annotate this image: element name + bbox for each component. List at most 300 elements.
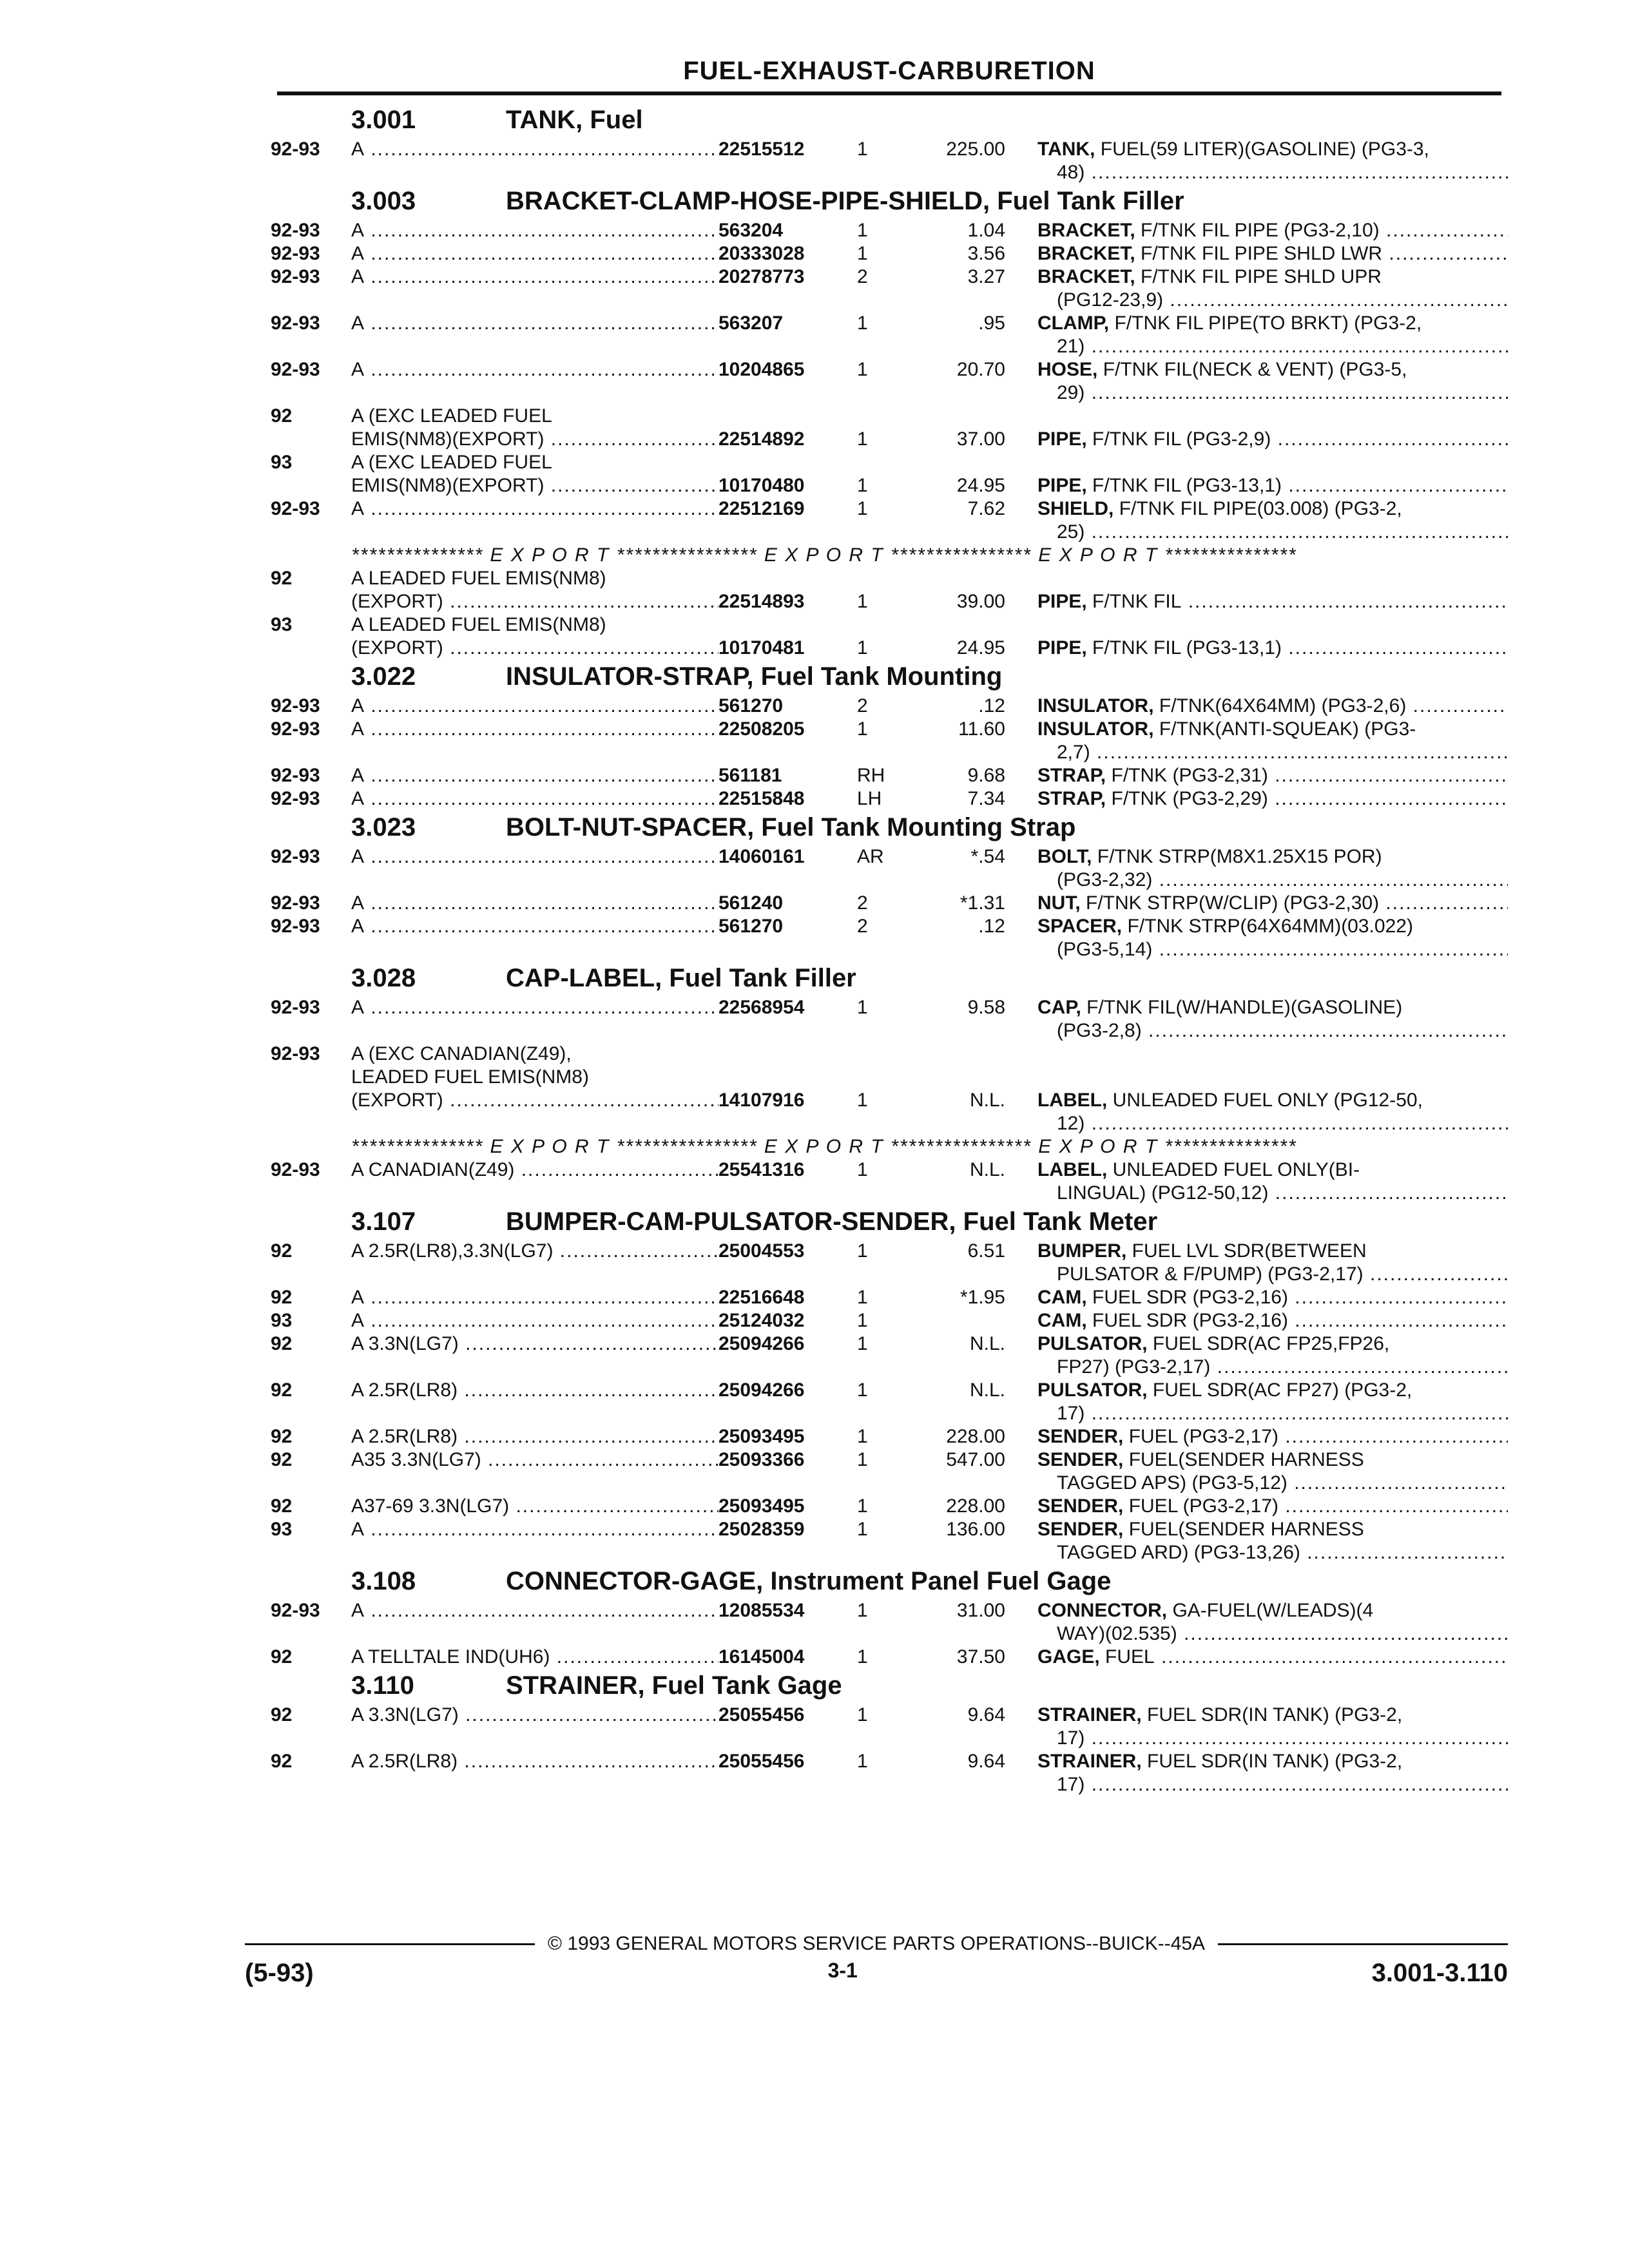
- part-number: 22514893: [718, 591, 805, 612]
- price: *1.95: [959, 1287, 1005, 1308]
- description-line: 25) .....: [1037, 521, 1508, 544]
- description: [1037, 1309, 1508, 1332]
- model-years: 92-93: [271, 718, 320, 740]
- application-line: A .....: [351, 1309, 718, 1332]
- part-name: SENDER,: [1037, 1495, 1124, 1517]
- description: [1037, 845, 1508, 892]
- description-line: SHIELD, F/TNK FIL PIPE(03.008) (PG3-2,: [1037, 498, 1402, 519]
- application-line: A37-69 3.3N(LG7) .....: [351, 1495, 718, 1518]
- header-rule: [277, 91, 1501, 95]
- quantity: 1: [857, 359, 868, 380]
- application-line: LEADED FUEL EMIS(NM8): [351, 1066, 589, 1088]
- description: [1037, 613, 1508, 660]
- description: [1037, 1240, 1508, 1286]
- part-row: [271, 695, 1508, 718]
- section-number: 3.001: [351, 106, 416, 134]
- application-line: A .....: [351, 358, 718, 381]
- description-line: 12) .....: [1037, 1112, 1508, 1135]
- application: [351, 1448, 718, 1495]
- model-years: 92: [271, 1495, 293, 1517]
- application: [351, 358, 718, 405]
- description-line: GAGE, FUEL .....: [1037, 1646, 1508, 1669]
- application: [351, 695, 718, 718]
- price: 7.62: [967, 498, 1005, 519]
- price: 1.04: [967, 220, 1005, 241]
- quantity: 1: [857, 220, 868, 241]
- model-years: 92: [271, 1449, 293, 1470]
- section-heading: [271, 964, 1508, 996]
- part-number: 22515848: [718, 788, 805, 809]
- quantity: 1: [857, 718, 868, 740]
- model-years: 92: [271, 1333, 293, 1354]
- description-line: 48) .....: [1037, 161, 1508, 184]
- part-row: [271, 1646, 1508, 1669]
- description: [1037, 1750, 1508, 1796]
- application: [351, 567, 718, 613]
- price: N.L.: [969, 1379, 1005, 1401]
- part-row: [271, 787, 1508, 811]
- description-line: NUT, F/TNK STRP(W/CLIP) (PG3-2,30) .....: [1037, 892, 1508, 915]
- description-line: 21) .....: [1037, 335, 1508, 358]
- application: [351, 1332, 718, 1379]
- description: [1037, 1704, 1508, 1750]
- part-name: CAP,: [1037, 997, 1081, 1018]
- description-line: INSULATOR, F/TNK(ANTI-SQUEAK) (PG3-: [1037, 718, 1416, 740]
- price: N.L.: [969, 1090, 1005, 1111]
- part-row: [271, 567, 1508, 613]
- part-number: 16145004: [718, 1646, 805, 1667]
- price: 6.51: [967, 1240, 1005, 1262]
- page-title: FUEL-EXHAUST-CARBURETION: [683, 57, 1095, 85]
- price: 24.95: [956, 475, 1005, 496]
- part-row: [271, 242, 1508, 265]
- price: 11.60: [958, 718, 1005, 740]
- part-number: 25055456: [718, 1751, 805, 1772]
- description: [1037, 718, 1508, 764]
- part-name: BOLT,: [1037, 846, 1092, 867]
- part-row: [271, 1379, 1508, 1425]
- description-line: TAGGED APS) (PG3-5,12) .....: [1037, 1472, 1508, 1495]
- part-number: 25094266: [718, 1333, 805, 1354]
- description: [1037, 451, 1508, 497]
- part-row: [271, 312, 1508, 358]
- model-years: 92-93: [271, 765, 320, 786]
- part-name: PIPE,: [1037, 475, 1087, 496]
- application: [351, 405, 718, 451]
- application: [351, 787, 718, 811]
- part-row: [271, 1158, 1508, 1205]
- quantity: 1: [857, 1379, 868, 1401]
- quantity: RH: [857, 765, 885, 786]
- part-number: 22508205: [718, 718, 805, 740]
- application-line: A LEADED FUEL EMIS(NM8): [351, 614, 606, 635]
- part-row: [271, 1425, 1508, 1448]
- part-number: 10204865: [718, 359, 805, 380]
- description-line: CAM, FUEL SDR (PG3-2,16) .....: [1037, 1309, 1508, 1332]
- part-name: GAGE,: [1037, 1646, 1100, 1667]
- application-line: A .....: [351, 695, 718, 718]
- model-years: 92-93: [271, 1600, 320, 1621]
- application-line: EMIS(NM8)(EXPORT) .....: [351, 428, 718, 451]
- quantity: 1: [857, 1426, 868, 1447]
- quantity: 1: [857, 591, 868, 612]
- quantity: 2: [857, 916, 868, 937]
- part-row: [271, 845, 1508, 892]
- footer-date: (5-93): [245, 1959, 314, 1987]
- section-heading: [271, 106, 1508, 138]
- footer-rule-left: [245, 1943, 535, 1945]
- application-line: A (EXC LEADED FUEL: [351, 405, 552, 427]
- application-line: A .....: [351, 242, 718, 265]
- description: [1037, 265, 1508, 312]
- application: [351, 1043, 718, 1135]
- section-number: 3.108: [351, 1567, 416, 1595]
- description-line: HOSE, F/TNK FIL(NECK & VENT) (PG3-5,: [1037, 359, 1407, 380]
- quantity: 1: [857, 1240, 868, 1262]
- model-years: 92-93: [271, 695, 320, 716]
- part-row: [271, 405, 1508, 451]
- part-row: [271, 358, 1508, 405]
- application-line: A .....: [351, 1518, 718, 1541]
- part-name: STRAP,: [1037, 788, 1106, 809]
- application-line: A 2.5R(LR8),3.3N(LG7) .....: [351, 1240, 718, 1263]
- model-years: 93: [271, 1519, 293, 1540]
- model-years: 93: [271, 1310, 293, 1331]
- part-name: BRACKET,: [1037, 220, 1135, 241]
- section-number: 3.022: [351, 662, 416, 691]
- part-number: 14107916: [718, 1090, 805, 1111]
- section-number: 3.107: [351, 1207, 416, 1236]
- part-name: PULSATOR,: [1037, 1333, 1148, 1354]
- application-line: A .....: [351, 265, 718, 289]
- application: [351, 1309, 718, 1332]
- price: 20.70: [956, 359, 1005, 380]
- part-row: [271, 138, 1508, 184]
- section-title: BRACKET-CLAMP-HOSE-PIPE-SHIELD, Fuel Tank Filler: [506, 187, 1184, 215]
- description-line: CAP, F/TNK FIL(W/HANDLE)(GASOLINE): [1037, 997, 1403, 1018]
- price: .12: [978, 916, 1005, 937]
- model-years: 92-93: [271, 892, 320, 914]
- description: [1037, 915, 1508, 961]
- description-line: TAGGED ARD) (PG3-13,26) .....: [1037, 1541, 1508, 1564]
- description: [1037, 1495, 1508, 1518]
- part-number: 25055456: [718, 1704, 805, 1725]
- application-line: A .....: [351, 718, 718, 741]
- description-line: PIPE, F/TNK FIL (PG3-13,1) .....: [1037, 474, 1508, 497]
- description: [1037, 405, 1508, 451]
- section-title: CAP-LABEL, Fuel Tank Filler: [506, 964, 856, 992]
- quantity: 1: [857, 1646, 868, 1667]
- price: .12: [978, 695, 1005, 716]
- section-number: 3.003: [351, 187, 416, 215]
- section-range: 3.001-3.110: [1371, 1959, 1508, 1987]
- description: [1037, 695, 1508, 718]
- application-line: A CANADIAN(Z49) .....: [351, 1158, 718, 1182]
- quantity: 1: [857, 1287, 868, 1308]
- description: [1037, 764, 1508, 787]
- quantity: 1: [857, 139, 868, 160]
- part-name: PULSATOR,: [1037, 1379, 1148, 1401]
- page-number: 3-1: [827, 1959, 858, 1982]
- description-line: BOLT, F/TNK STRP(M8X1.25X15 POR): [1037, 846, 1382, 867]
- quantity: AR: [857, 846, 884, 867]
- model-years: 92-93: [271, 498, 320, 519]
- part-number: 561270: [718, 916, 784, 937]
- description-line: STRAINER, FUEL SDR(IN TANK) (PG3-2,: [1037, 1704, 1403, 1725]
- quantity: 2: [857, 695, 868, 716]
- model-years: 92: [271, 568, 293, 589]
- description: [1037, 1286, 1508, 1309]
- quantity: 1: [857, 1704, 868, 1725]
- price: 228.00: [946, 1495, 1005, 1517]
- part-number: 12085534: [718, 1600, 805, 1621]
- section-title: TANK, Fuel: [506, 106, 643, 134]
- part-number: 25541316: [718, 1159, 805, 1180]
- application-line: A 2.5R(LR8) .....: [351, 1379, 718, 1402]
- part-name: SHIELD,: [1037, 498, 1114, 519]
- part-number: 25093366: [718, 1449, 805, 1470]
- description-line: BRACKET, F/TNK FIL PIPE SHLD LWR .....: [1037, 242, 1508, 265]
- section-number: 3.110: [351, 1671, 414, 1700]
- description-line: 17) .....: [1037, 1727, 1508, 1750]
- application-line: A LEADED FUEL EMIS(NM8): [351, 568, 606, 589]
- description: [1037, 567, 1508, 613]
- section-number: 3.023: [351, 813, 416, 841]
- part-row: [271, 1599, 1508, 1646]
- application: [351, 996, 718, 1043]
- price: N.L.: [969, 1159, 1005, 1180]
- model-years: 92: [271, 1704, 293, 1725]
- quantity: 2: [857, 892, 868, 914]
- application-line: A .....: [351, 138, 718, 161]
- part-number: 561181: [718, 765, 782, 786]
- description: [1037, 497, 1508, 544]
- section-heading: [271, 1671, 1508, 1704]
- model-years: 92-93: [271, 359, 320, 380]
- part-number: 25093495: [718, 1426, 805, 1447]
- part-name: BRACKET,: [1037, 243, 1135, 264]
- description-line: WAY)(02.535) .....: [1037, 1622, 1508, 1646]
- quantity: LH: [857, 788, 882, 809]
- application-line: A35 3.3N(LG7) .....: [351, 1448, 718, 1472]
- application: [351, 242, 718, 265]
- description-line: 2,7) .....: [1037, 741, 1508, 764]
- application: [351, 1379, 718, 1425]
- application-line: A .....: [351, 996, 718, 1019]
- price: 3.27: [967, 266, 1005, 287]
- application-line: A .....: [351, 312, 718, 335]
- application: [351, 312, 718, 358]
- description: [1037, 242, 1508, 265]
- parts-list: [271, 103, 1508, 1796]
- application: [351, 1240, 718, 1286]
- part-number: 10170480: [718, 475, 805, 496]
- description-line: LABEL, UNLEADED FUEL ONLY (PG12-50,: [1037, 1090, 1423, 1111]
- application-line: A 2.5R(LR8) .....: [351, 1750, 718, 1773]
- price: 9.64: [967, 1704, 1005, 1725]
- part-number: 22512169: [718, 498, 805, 519]
- price: 9.68: [967, 765, 1005, 786]
- application-line: A .....: [351, 845, 718, 869]
- price: 39.00: [956, 591, 1005, 612]
- price: 24.95: [956, 637, 1005, 658]
- application-line: A TELLTALE IND(UH6) .....: [351, 1646, 718, 1669]
- model-years: 93: [271, 452, 293, 473]
- description-line: PULSATOR, FUEL SDR(AC FP27) (PG3-2,: [1037, 1379, 1412, 1401]
- description-line: SENDER, FUEL (PG3-2,17) .....: [1037, 1495, 1508, 1518]
- part-row: [271, 1043, 1508, 1135]
- part-row: [271, 996, 1508, 1043]
- part-number: 25028359: [718, 1519, 805, 1540]
- part-row: [271, 1750, 1508, 1796]
- part-number: 22568954: [718, 997, 805, 1018]
- description-line: CONNECTOR, GA-FUEL(W/LEADS)(4: [1037, 1600, 1374, 1621]
- application-line: A (EXC CANADIAN(Z49),: [351, 1043, 572, 1064]
- export-marker: *************** E X P O R T **************** E X P O R T **************** E X P O R T ***************: [351, 1136, 1297, 1157]
- application: [351, 265, 718, 312]
- description: [1037, 138, 1508, 184]
- quantity: 1: [857, 498, 868, 519]
- part-name: CONNECTOR,: [1037, 1600, 1168, 1621]
- model-years: 92: [271, 1379, 293, 1401]
- part-name: STRAINER,: [1037, 1751, 1142, 1772]
- section-heading: [271, 1207, 1508, 1240]
- description: [1037, 1518, 1508, 1564]
- price: *1.31: [959, 892, 1005, 914]
- part-row: [271, 497, 1508, 544]
- part-row: [271, 265, 1508, 312]
- application-line: A .....: [351, 764, 718, 787]
- part-row: [271, 1309, 1508, 1332]
- application-line: A 3.3N(LG7) .....: [351, 1332, 718, 1356]
- quantity: 1: [857, 428, 868, 450]
- description: [1037, 892, 1508, 915]
- part-name: SENDER,: [1037, 1426, 1124, 1447]
- part-number: 25093495: [718, 1495, 805, 1517]
- section-heading: [271, 1567, 1508, 1599]
- application-line: A (EXC LEADED FUEL: [351, 452, 552, 473]
- description-line: PIPE, F/TNK FIL .....: [1037, 590, 1508, 613]
- quantity: 1: [857, 1310, 868, 1331]
- application-line: A .....: [351, 219, 718, 242]
- description: [1037, 1043, 1508, 1135]
- application: [351, 764, 718, 787]
- description-line: 29) .....: [1037, 381, 1508, 405]
- description-line: TANK, FUEL(59 LITER)(GASOLINE) (PG3-3,: [1037, 139, 1429, 160]
- part-row: [271, 764, 1508, 787]
- model-years: 92: [271, 1751, 293, 1772]
- part-row: [271, 915, 1508, 961]
- part-name: PIPE,: [1037, 637, 1087, 658]
- application-line: A 3.3N(LG7) .....: [351, 1704, 718, 1727]
- application: [351, 613, 718, 660]
- description-line: PIPE, F/TNK FIL (PG3-2,9) .....: [1037, 428, 1508, 451]
- application: [351, 1646, 718, 1669]
- part-name: LABEL,: [1037, 1159, 1108, 1180]
- price: 37.50: [956, 1646, 1005, 1667]
- part-row: [271, 718, 1508, 764]
- model-years: 92-93: [271, 266, 320, 287]
- model-years: 92-93: [271, 312, 320, 334]
- section-title: CONNECTOR-GAGE, Instrument Panel Fuel Gage: [506, 1567, 1112, 1595]
- copyright: © 1993 GENERAL MOTORS SERVICE PARTS OPERATIONS--BUICK--45A: [547, 1933, 1206, 1954]
- application: [351, 219, 718, 242]
- description: [1037, 1425, 1508, 1448]
- part-number: 14060161: [718, 846, 805, 867]
- application-line: A .....: [351, 1599, 718, 1622]
- application: [351, 892, 718, 915]
- description-line: BRACKET, F/TNK FIL PIPE (PG3-2,10) .....: [1037, 219, 1508, 242]
- part-name: PIPE,: [1037, 591, 1087, 612]
- description: [1037, 1448, 1508, 1495]
- price: N.L.: [969, 1333, 1005, 1354]
- description-line: (PG12-23,9) .....: [1037, 289, 1508, 312]
- part-number: 25094266: [718, 1379, 805, 1401]
- application-line: A .....: [351, 497, 718, 521]
- part-row: [271, 1286, 1508, 1309]
- part-row: [271, 451, 1508, 497]
- description: [1037, 312, 1508, 358]
- part-number: 22516648: [718, 1287, 805, 1308]
- application-line: (EXPORT) .....: [351, 590, 718, 613]
- model-years: 92-93: [271, 220, 320, 241]
- description-line: (PG3-2,32) .....: [1037, 869, 1508, 892]
- section-title: INSULATOR-STRAP, Fuel Tank Mounting: [506, 662, 1003, 691]
- part-name: BRACKET,: [1037, 266, 1135, 287]
- part-name: INSULATOR,: [1037, 695, 1154, 716]
- part-row: [271, 1240, 1508, 1286]
- model-years: 93: [271, 614, 293, 635]
- part-name: CAM,: [1037, 1287, 1087, 1308]
- description: [1037, 219, 1508, 242]
- quantity: 1: [857, 243, 868, 264]
- quantity: 2: [857, 266, 868, 287]
- application-line: A .....: [351, 1286, 718, 1309]
- description: [1037, 996, 1508, 1043]
- description-line: STRAP, F/TNK (PG3-2,31) .....: [1037, 764, 1508, 787]
- section-heading: [271, 813, 1508, 845]
- part-number: 25004553: [718, 1240, 805, 1262]
- model-years: 92-93: [271, 139, 320, 160]
- quantity: 1: [857, 1449, 868, 1470]
- model-years: 92: [271, 1426, 293, 1447]
- quantity: 1: [857, 997, 868, 1018]
- description-line: LINGUAL) (PG12-50,12) .....: [1037, 1182, 1508, 1205]
- description-line: (PG3-2,8) .....: [1037, 1019, 1508, 1043]
- quantity: 1: [857, 637, 868, 658]
- application: [351, 718, 718, 764]
- section-number: 3.028: [351, 964, 416, 992]
- application: [351, 451, 718, 497]
- part-number: 25124032: [718, 1310, 805, 1331]
- price: [909, 1309, 1037, 1332]
- description-line: PULSATOR, FUEL SDR(AC FP25,FP26,: [1037, 1333, 1390, 1354]
- application-line: A .....: [351, 892, 718, 915]
- application: [351, 1704, 718, 1750]
- description-line: 17) .....: [1037, 1402, 1508, 1425]
- quantity: 1: [857, 312, 868, 334]
- description-line: SENDER, FUEL(SENDER HARNESS: [1037, 1519, 1364, 1540]
- part-name: HOSE,: [1037, 359, 1098, 380]
- description-line: LABEL, UNLEADED FUEL ONLY(BI-: [1037, 1159, 1360, 1180]
- part-name: STRAINER,: [1037, 1704, 1142, 1725]
- application: [351, 1158, 718, 1205]
- part-row: [271, 1518, 1508, 1564]
- model-years: 92-93: [271, 788, 320, 809]
- description-line: STRAINER, FUEL SDR(IN TANK) (PG3-2,: [1037, 1751, 1403, 1772]
- price: 547.00: [946, 1449, 1005, 1470]
- price: 3.56: [967, 243, 1005, 264]
